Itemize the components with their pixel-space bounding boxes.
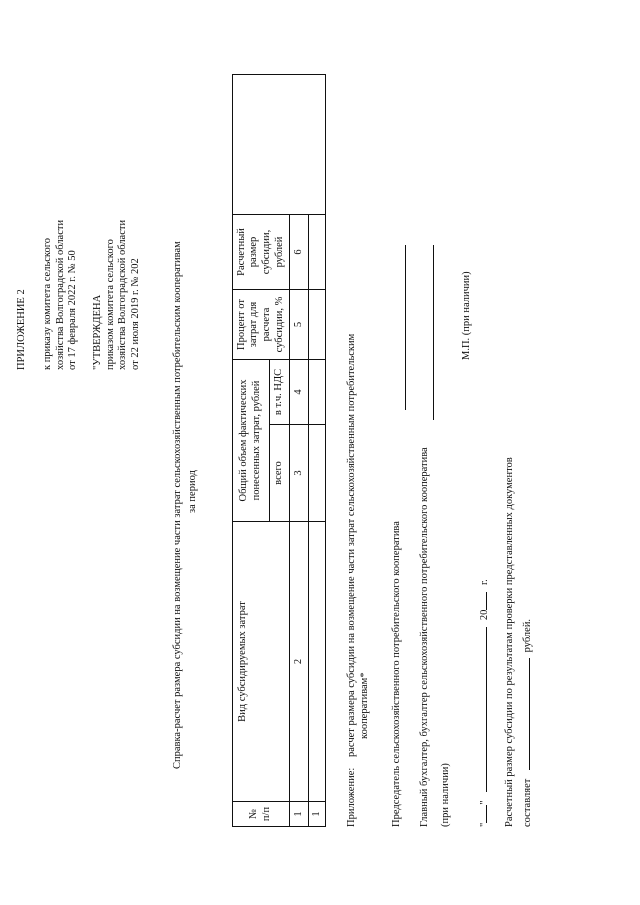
subsidy-amount-cell [309, 214, 326, 289]
header-total-all: всего [270, 425, 290, 522]
footer-prefix: составляет [522, 778, 533, 827]
index-cell: 6 [290, 214, 309, 289]
total-vat-cell [309, 359, 326, 424]
approved-line: от 22 июля 2019 г. № 202 [129, 258, 141, 370]
accountant-signature-line [433, 245, 434, 420]
index-cell: 2 [290, 522, 309, 802]
document-title: Справка-расчет размера субсидии на возмещение части затрат сельскохозяйственным потребительским кооперативам [172, 241, 183, 769]
chairman-label: Председатель сельскохозяйственного потребительского кооператива [391, 521, 402, 827]
percent-cell [309, 289, 326, 359]
appendix-label: Приложение: [346, 767, 357, 827]
order-reference [42, 220, 80, 370]
order-line: хозяйства Волгоградской области [54, 219, 66, 370]
header-expense-type: Вид субсидируемых затрат [233, 522, 290, 802]
approved-line: "УТВЕРЖДЕНА [92, 294, 103, 370]
blank-extra-column [233, 74, 326, 214]
subsidy-calculation-table [232, 74, 326, 827]
accountant-label: Главный бухгалтер, бухгалтер сельскохозяйственного потребительского кооператива [419, 447, 430, 827]
index-cell: 5 [290, 289, 309, 359]
order-line: от 17 февраля 2022 г. № 50 [67, 250, 79, 370]
header-num: № п/п [233, 802, 290, 827]
footer-line1: Расчетный размер субсидии по результатам проверки представленных документов [504, 457, 515, 827]
appendix-text [346, 334, 371, 757]
appendix-text-line: кооперативам* [358, 672, 370, 739]
accountant-note: (при наличии) [440, 763, 451, 827]
footer-suffix: рублей. [522, 618, 533, 653]
year-prefix: 20 [479, 609, 490, 621]
year-suffix: г. [479, 579, 490, 586]
date-close-quote: " [479, 800, 490, 805]
year-blank [476, 592, 487, 610]
header-percent: Процент от затрат для расчета субсидии, % [233, 289, 290, 359]
index-cell: 1 [290, 802, 309, 827]
footer-line2 [519, 619, 535, 827]
header-total-vat: в т.ч. НДС [270, 359, 290, 424]
document-period: за период [187, 470, 198, 513]
index-cell: 4 [290, 359, 309, 424]
approved-line: приказом комитета сельского [104, 239, 116, 370]
index-cell: 3 [290, 425, 309, 522]
header-subsidy-amount: Расчетный размер субсидии, рублей [233, 214, 290, 289]
stamp-label: М.П. (при наличии) [461, 271, 472, 360]
amount-blank [519, 658, 530, 770]
appendix-text-line: расчет размера субсидии на возмещение части затрат сельскохозяйственным потребительским [346, 333, 357, 757]
day-blank [476, 805, 487, 823]
appendix-title: ПРИЛОЖЕНИЕ 2 [16, 289, 27, 370]
approved-reference [92, 220, 142, 370]
header-total-costs: Общий объем фактических понесенных затрат, рублей [233, 359, 270, 521]
order-line: к приказу комитета сельского [42, 237, 53, 370]
date-line [476, 579, 492, 827]
chairman-signature-line [405, 245, 406, 410]
approved-line: хозяйства Волгоградской области [117, 219, 129, 370]
row-number-cell: 1 [309, 802, 326, 827]
month-blank [476, 627, 487, 792]
date-open-quote: " [479, 822, 490, 827]
total-all-cell [309, 425, 326, 522]
expense-type-cell [309, 522, 326, 802]
